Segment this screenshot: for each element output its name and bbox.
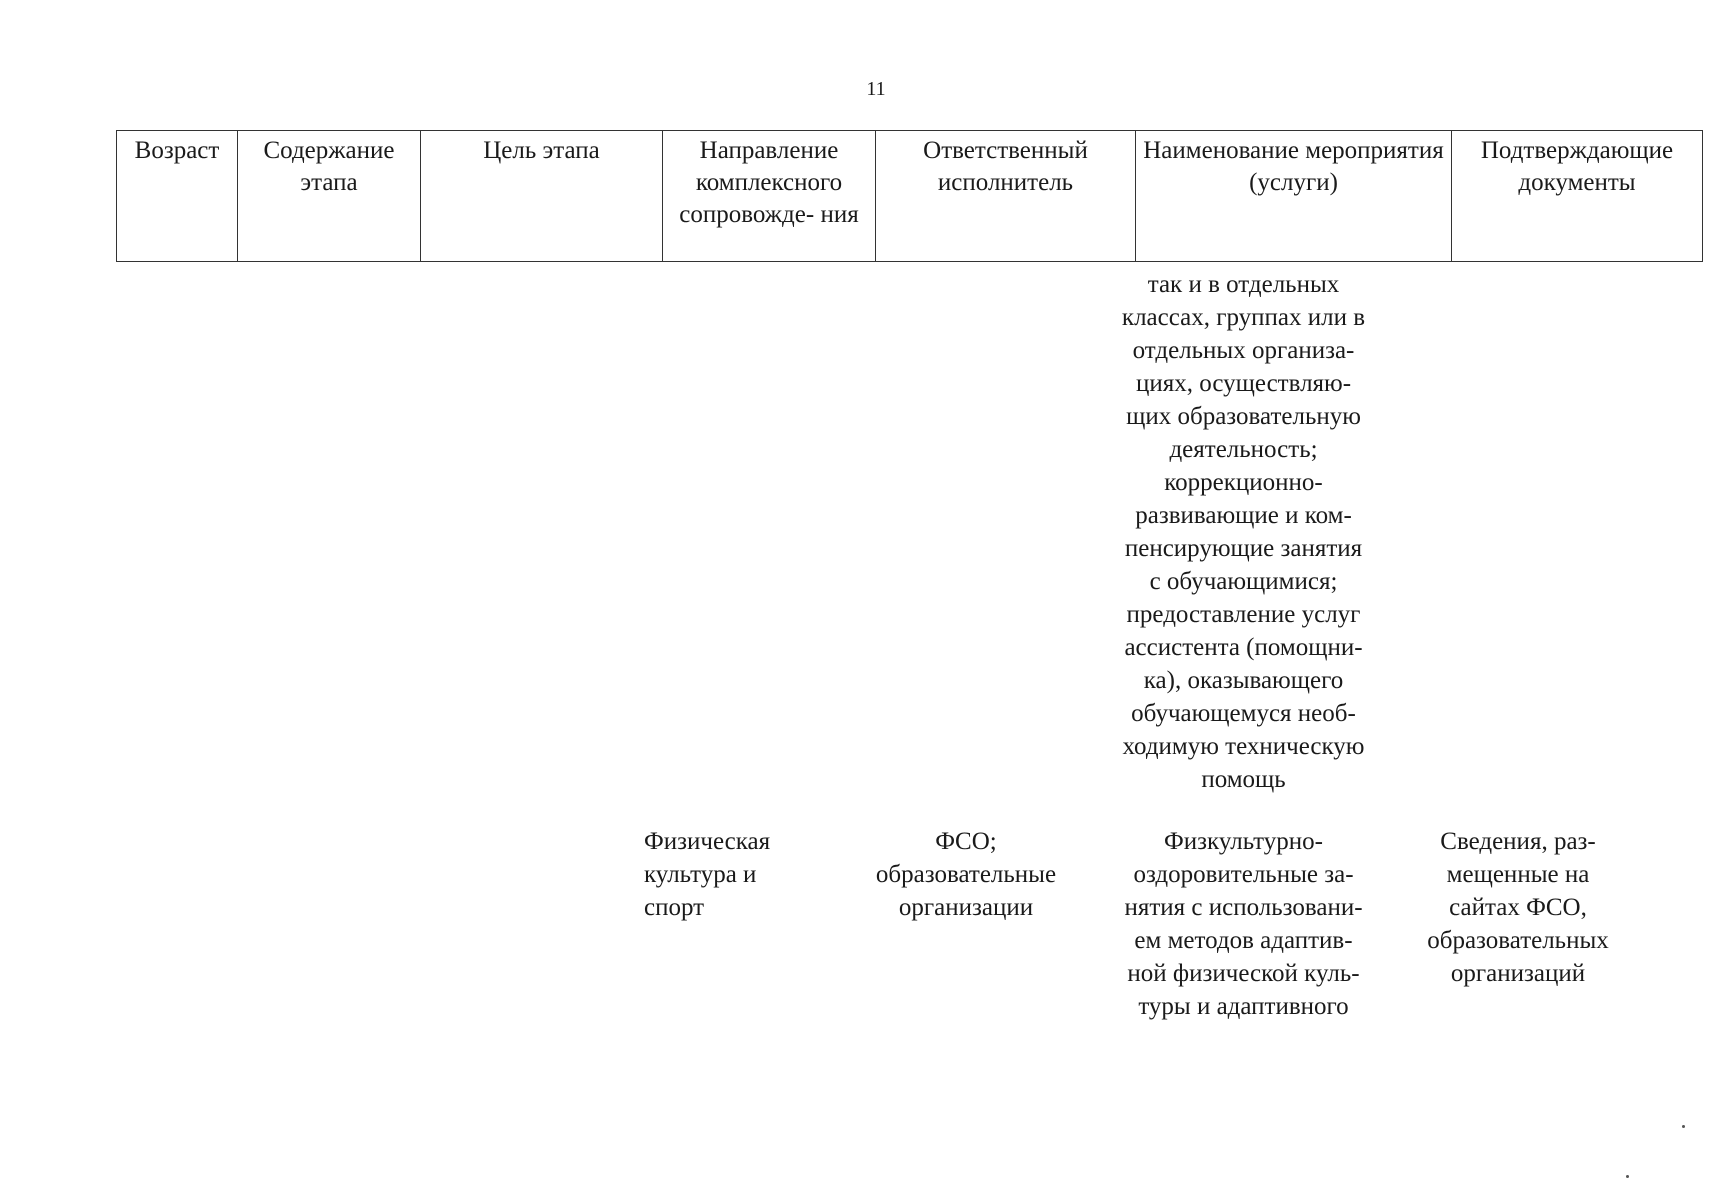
- header-line: мероприятия (услуги): [1249, 137, 1444, 196]
- text-line: нятия с использовани-: [1124, 894, 1363, 921]
- header-line: сопровожде-: [679, 201, 815, 228]
- documents-cell: [1397, 825, 1639, 990]
- header-support-direction: [663, 131, 876, 262]
- text-line: помощь: [1201, 766, 1286, 793]
- text-line: организаций: [1450, 960, 1586, 987]
- responsible-cell: [842, 825, 1090, 924]
- text-line: пенсирующие занятия: [1124, 535, 1363, 562]
- text-line: ка), оказывающего: [1143, 667, 1344, 694]
- text-line: обучающемуся необ-: [1131, 700, 1356, 727]
- header-age: [117, 131, 238, 262]
- header-documents: [1452, 131, 1703, 262]
- text-line: ассистента (помощни-: [1124, 634, 1363, 661]
- text-line: оздоровительные за-: [1133, 861, 1354, 888]
- header-line: Цель этапа: [483, 137, 600, 164]
- text-line: ем методов адаптив-: [1134, 927, 1353, 954]
- text-line: ФСО;: [935, 828, 997, 855]
- header-line: Направление: [699, 137, 839, 164]
- header-line: Возраст: [134, 137, 220, 164]
- text-line: отдельных организа-: [1132, 337, 1355, 364]
- text-line: предоставление услуг: [1126, 601, 1361, 628]
- text-line: Сведения, раз-: [1440, 828, 1596, 855]
- scan-speck: [1682, 1125, 1685, 1128]
- text-line: ходимую техническую: [1122, 733, 1365, 760]
- event-cell: [1090, 825, 1397, 1023]
- text-line: мещенные на: [1446, 861, 1590, 888]
- text-line: развивающие и ком-: [1135, 502, 1352, 529]
- text-line: классах, группах или в: [1121, 304, 1366, 331]
- text-line: культура и: [644, 861, 757, 888]
- scan-speck: [1626, 1175, 1629, 1178]
- header-line: исполнитель: [937, 169, 1074, 196]
- table-header: [116, 130, 1703, 262]
- header-line: комплексного: [695, 169, 843, 196]
- page-number: 11: [866, 78, 886, 100]
- header-line: Содержание: [263, 137, 395, 164]
- text-line: Физкультурно-: [1164, 828, 1323, 855]
- text-line: ной физической куль-: [1127, 960, 1360, 987]
- text-line: щих образовательную: [1126, 403, 1361, 430]
- header-line: документы: [1518, 169, 1636, 196]
- event-continuation-cell: [1090, 268, 1397, 796]
- header-line: ния: [820, 201, 859, 228]
- header-line: этапа: [300, 169, 358, 196]
- text-line: организации: [898, 894, 1034, 921]
- header-line: Наименование: [1143, 137, 1299, 164]
- text-line: с обучающимися;: [1149, 568, 1338, 595]
- text-line: Физическая: [644, 828, 771, 855]
- header-responsible: [876, 131, 1136, 262]
- header-line: Подтверждающие: [1480, 137, 1674, 164]
- text-line: туры и адаптивного: [1138, 993, 1349, 1020]
- header-stage-content: [238, 131, 421, 262]
- text-line: образовательные: [875, 861, 1057, 888]
- text-line: коррекционно-: [1164, 469, 1323, 496]
- text-line: образовательных: [1427, 927, 1609, 954]
- header-row: [117, 131, 1703, 262]
- text-line: циях, осуществляю-: [1135, 370, 1352, 397]
- text-line: спорт: [644, 894, 705, 921]
- header-line: Ответственный: [923, 137, 1088, 164]
- text-line: сайтах ФСО,: [1449, 894, 1587, 921]
- header-event-name: [1136, 131, 1452, 262]
- header-stage-goal: [421, 131, 663, 262]
- text-line: деятельность;: [1169, 436, 1318, 463]
- direction-cell: [644, 825, 844, 924]
- text-line: так и в отдельных: [1147, 271, 1340, 298]
